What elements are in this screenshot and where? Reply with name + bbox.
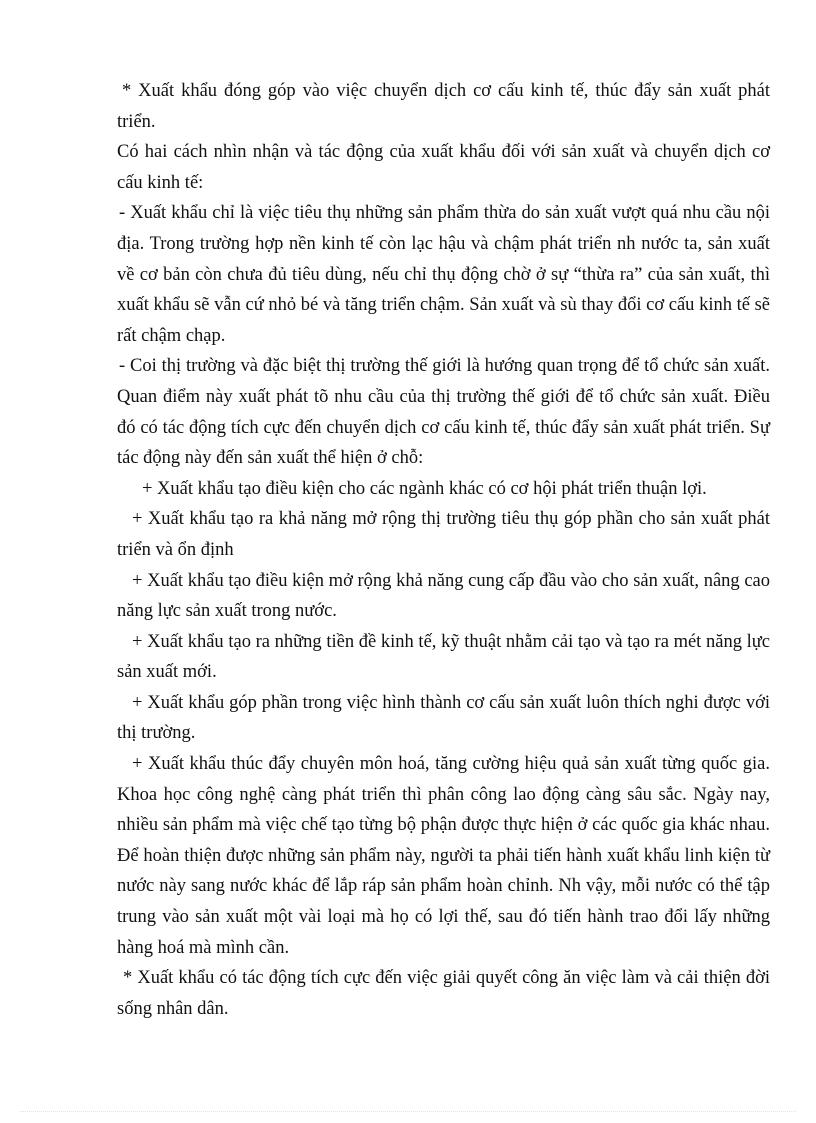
list-item-specialization: + Xuất khẩu thúc đẩy chuyên môn hoá, tăng cường hiệu quả sản xuất từng quốc gia. Khoa học công nghệ càng phát triển thì phân công lao động càng sâu sắc. Ngày nay, nhiều sản phẩm mà việc chế tạo từng bộ phận được thực hiện ở các quốc gia khác nhau. Để hoàn thiện được những sản phẩm này, người ta phải tiến hành xuất khẩu linh kiện từ nước này sang nước khác để lắp ráp sản phẩm hoàn chỉnh. Nh vậy, mỗi nước có thể tập trung vào sản xuất một vài loại mà họ có lợi thế, sau đó tiến hành trao đổi lấy những hàng hoá mà mình cần.	[117, 754, 770, 958]
document-body	[117, 76, 770, 1024]
paragraph-employment: * Xuất khẩu có tác động tích cực đến việc giải quyết công ăn việc làm và cải thiện đời sống nhân dân.	[117, 968, 770, 1019]
paragraph-surplus-view: - Xuất khẩu chỉ là việc tiêu thụ những sản phẩm thừa do sản xuất vượt quá nhu cầu nội địa. Trong trường hợp nền kinh tế còn lạc hậu và chậm phát triển nh nước ta, sản xuất về cơ bản còn chưa đủ tiêu dùng, nếu chỉ thụ động chờ ở sự “thừa ra” của sản xuất, thì xuất khẩu sẽ vẫn cứ nhỏ bé và tăng triển chậm. Sản xuất và sù thay đổi cơ cấu kinh tế sẽ rất chậm chạp.	[117, 203, 770, 346]
list-item-economic-premises: + Xuất khẩu tạo ra những tiền đề kinh tế, kỹ thuật nhằm cải tạo và tạo ra mét năng lực sản xuất mới.	[117, 631, 770, 683]
list-item-production-structure: + Xuất khẩu góp phần trong việc hình thành cơ cấu sản xuất luôn thích nghi được với thị trường.	[117, 692, 770, 744]
paragraph-market-oriented-view: - Coi thị trường và đặc biệt thị trường thế giới là hướng quan trọng để tổ chức sản xuất. Quan điểm này xuất phát tõ nhu cầu của thị trường thế giới để tổ chức sản xuất. Điều đó có tác động tích cực đến chuyển dịch cơ cấu kinh tế, thúc đẩy sản xuất phát triển. Sự tác động này đến sản xuất thể hiện ở chỗ:	[117, 356, 770, 469]
paragraph-export-structural-shift: * Xuất khẩu đóng góp vào việc chuyển dịch cơ cấu kinh tế, thúc đẩy sản xuất phát triển.	[117, 81, 770, 132]
paragraph-two-approaches: Có hai cách nhìn nhận và tác động của xuất khẩu đối với sản xuất và chuyển dịch cơ cấu kinh tế:	[117, 142, 770, 193]
list-item-input-supply: + Xuất khẩu tạo điều kiện mở rộng khả năng cung cấp đầu vào cho sản xuất, nâng cao năng lực sản xuất trong nước.	[117, 570, 770, 622]
list-item-other-sectors: + Xuất khẩu tạo điều kiện cho các ngành khác có cơ hội phát triển thuận lợi.	[142, 478, 707, 499]
list-item-market-expansion: + Xuất khẩu tạo ra khả năng mở rộng thị trường tiêu thụ góp phần cho sản xuất phát triển và ổn định	[117, 509, 770, 560]
page-bottom-divider	[20, 1111, 796, 1112]
